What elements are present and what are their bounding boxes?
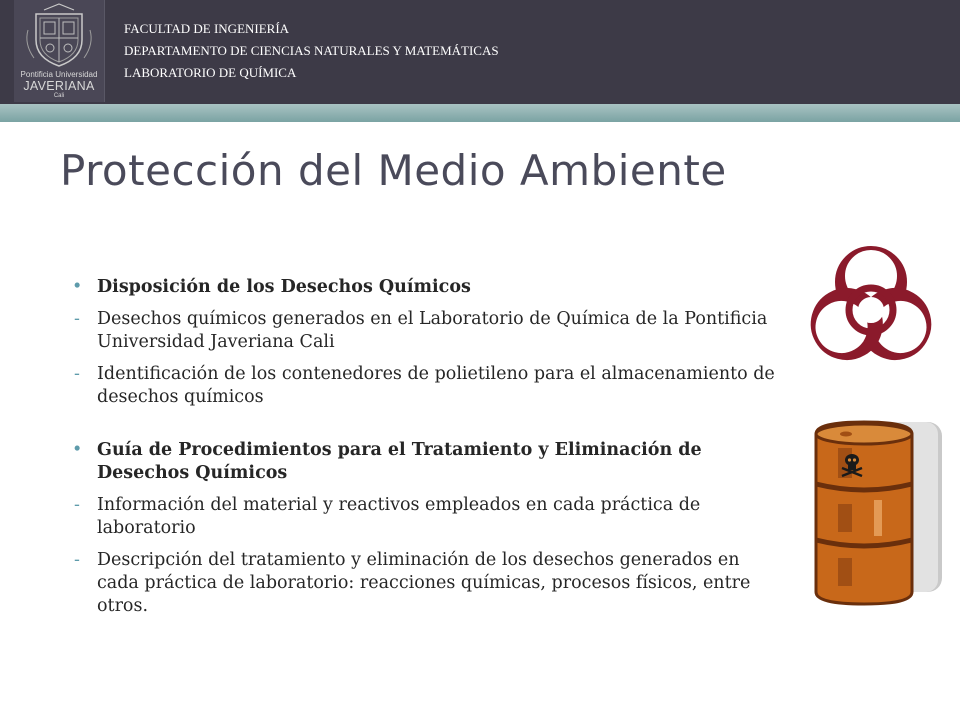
header-text bbox=[124, 18, 499, 84]
dash-icon: - bbox=[74, 309, 80, 329]
dash-icon: - bbox=[74, 364, 80, 384]
section-heading-text: Disposición de los Desechos Químicos bbox=[97, 277, 471, 297]
department-label: DEPARTAMENTO DE CIENCIAS NATURALES Y MATEMÁTICAS bbox=[124, 43, 499, 58]
list-item-text: Información del material y reactivos empleados en cada práctica de laboratorio bbox=[97, 495, 701, 538]
section-heading bbox=[70, 276, 786, 299]
slide-body bbox=[70, 276, 786, 618]
section-heading bbox=[70, 439, 786, 485]
faculty-label: FACULTAD DE INGENIERÍA bbox=[124, 21, 290, 36]
list-item bbox=[70, 308, 786, 354]
header-bar bbox=[0, 0, 960, 104]
logo-text-line1: Pontificia Universidad bbox=[20, 70, 98, 79]
section-heading-text: Guía de Procedimientos para el Tratamiento y Eliminación de Desechos Químicos bbox=[97, 440, 702, 483]
bullet-icon: • bbox=[72, 440, 83, 460]
bullet-icon: • bbox=[72, 277, 83, 297]
list-item bbox=[70, 549, 786, 618]
logo-text-line3: Cali bbox=[53, 93, 65, 99]
logo-text-line2: JAVERIANA bbox=[23, 79, 95, 93]
university-logo bbox=[14, 0, 105, 102]
list-item bbox=[70, 494, 786, 540]
list-item-text: Descripción del tratamiento y eliminación de los desechos generados en cada práctica de laboratorio: reacciones químicas, procesos físicos, entre otros. bbox=[97, 550, 751, 616]
list-item bbox=[70, 363, 786, 409]
laboratory-label: LABORATORIO DE QUÍMICA bbox=[124, 65, 297, 80]
list-item-text: Desechos químicos generados en el Laboratorio de Química de la Pontificia Universidad Javeriana Cali bbox=[97, 309, 768, 352]
biohazard-icon bbox=[796, 240, 946, 380]
list-item-text: Identificación de los contenedores de polietileno para el almacenamiento de desechos químicos bbox=[97, 364, 775, 407]
shield-crest-icon bbox=[14, 0, 104, 70]
dash-icon: - bbox=[74, 550, 80, 570]
dash-icon: - bbox=[74, 495, 80, 515]
slide-title: Protección del Medio Ambiente bbox=[60, 146, 727, 195]
toxic-barrel-icon bbox=[808, 412, 948, 612]
header-accent-stripe bbox=[0, 104, 960, 122]
